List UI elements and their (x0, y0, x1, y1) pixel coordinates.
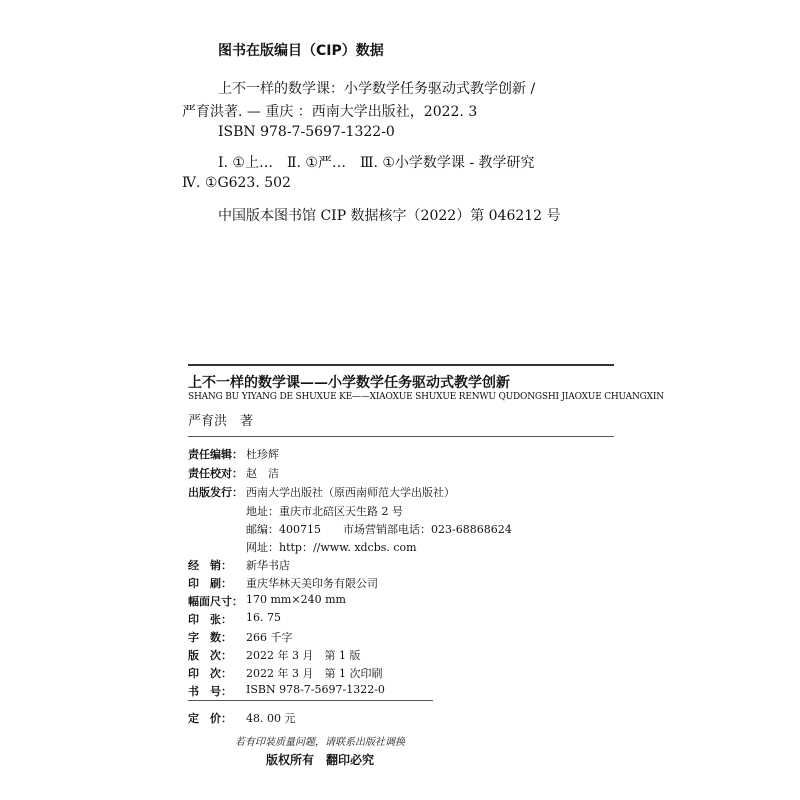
sheets-label: 印 张： (188, 613, 232, 626)
distributor-row (188, 557, 290, 573)
cip-line-author: 严育洪著. — 重庆 ：西南大学出版社，2022. 3 (182, 104, 478, 120)
price-row (188, 710, 295, 726)
words-label: 字 数： (188, 631, 232, 644)
isbn-value: ISBN 978-7-5697-1322-0 (246, 683, 385, 696)
printing-value: 2022 年 3 月 第 1 次印刷 (246, 667, 383, 680)
publisher-label: 出版发行： (188, 486, 243, 499)
sheets-row (188, 611, 281, 627)
words-value: 266 千字 (246, 631, 293, 644)
size-value: 170 mm×240 mm (246, 593, 346, 606)
book-author: 严育洪 著 (188, 414, 254, 429)
editor-row (188, 446, 279, 462)
publisher-row (188, 484, 455, 500)
distributor-label: 经 销： (188, 559, 232, 572)
cip-line-title: 上不一样的数学课：小学数学任务驱动式教学创新 / (218, 81, 536, 97)
middle-rule (188, 436, 614, 437)
printer-label: 印 刷： (188, 577, 232, 590)
cip-line-isbn: ISBN 978-7-5697-1322-0 (218, 124, 395, 140)
edition-row (188, 647, 360, 663)
size-row (188, 593, 346, 609)
book-title: 上不一样的数学课——小学数学任务驱动式教学创新 (188, 375, 510, 391)
printer-value: 重庆华林天美印务有限公司 (246, 577, 378, 590)
editor-label: 责任编辑： (188, 448, 243, 461)
size-label: 幅面尺寸： (188, 595, 243, 608)
publisher-website: 网址：http：//www. xdcbs. com (246, 541, 417, 554)
distributor-value: 新华书店 (246, 559, 290, 572)
copyright-notice: 版权所有 翻印必究 (266, 753, 375, 767)
isbn-row (188, 683, 385, 699)
quality-notice: 若有印装质量问题，请联系出版社调换 (235, 737, 405, 748)
edition-value: 2022 年 3 月 第 1 版 (246, 649, 361, 662)
book-title-pinyin: SHANG BU YIYANG DE SHUXUE KE——XIAOXUE SHUXUE RENWU QUDONGSHI JIAOXUE CHUANGXIN (188, 392, 664, 402)
price-label: 定 价： (188, 712, 232, 725)
words-row (188, 629, 293, 645)
proof-label: 责任校对： (188, 467, 243, 480)
cip-line-verification: 中国版本图书馆 CIP 数据核字（2022）第 046212 号 (218, 208, 561, 224)
publisher-address: 地址：重庆市北碚区天生路 2 号 (246, 505, 403, 518)
edition-label: 版 次： (188, 649, 232, 662)
proof-row (188, 465, 279, 481)
editor-value: 杜珍辉 (246, 448, 279, 461)
sheets-value: 16. 75 (246, 611, 281, 624)
printing-row (188, 665, 382, 681)
price-rule (188, 700, 433, 701)
proof-value: 赵 洁 (246, 467, 279, 480)
printer-row (188, 575, 378, 591)
top-rule (188, 364, 614, 366)
cip-heading: 图书在版编目（CIP）数据 (218, 43, 384, 59)
isbn-label: 书 号： (188, 685, 232, 698)
cip-line-classification: Ⅰ. ①上… Ⅱ. ①严… Ⅲ. ①小学数学课 - 教学研究 (218, 155, 535, 171)
cip-line-clc: Ⅳ. ①G623. 502 (182, 175, 291, 191)
publisher-value: 西南大学出版社（原西南师范大学出版社） (246, 486, 455, 499)
publisher-postcode-phone: 邮编：400715 市场营销部电话：023-68868624 (246, 523, 512, 536)
printing-label: 印 次： (188, 667, 232, 680)
price-value: 48. 00 元 (246, 712, 296, 725)
